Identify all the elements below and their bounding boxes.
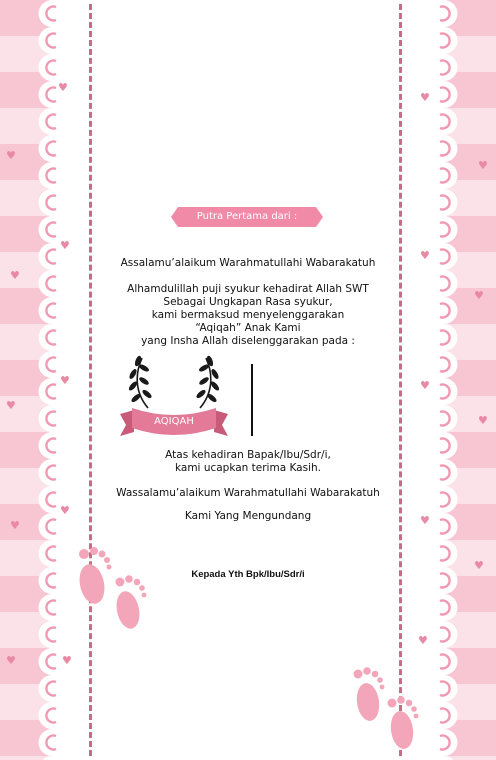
banner-label: Putra Pertama dari : [178, 207, 316, 227]
heart-icon: ♥ [10, 269, 20, 282]
heart-icon: ♥ [6, 654, 16, 667]
footprints-icon [72, 540, 154, 636]
intro-line-5: yang Insha Allah diselenggarakan pada : [141, 335, 355, 347]
thanks-line-2: kami ucapkan terima Kasih. [175, 462, 321, 474]
footprints-icon [346, 660, 426, 756]
intro-line-4: “Aqiqah” Anak Kami [195, 322, 301, 334]
recipient-label: Kepada Yth Bpk/Ibu/Sdr/i [191, 569, 305, 580]
intro-line-1: Alhamdulillah puji syukur kehadirat Allah SWT [127, 283, 369, 295]
heart-icon: ♥ [420, 514, 430, 527]
right-dashed-line [399, 4, 402, 756]
intro-line-2: Sebagai Ungkapan Rasa syukur, [163, 296, 333, 308]
heart-icon: ♥ [60, 374, 70, 387]
left-branch-icon [128, 356, 152, 408]
right-branch-icon [196, 356, 220, 408]
heart-icon: ♥ [478, 414, 488, 427]
left-dashed-line [89, 4, 92, 756]
thanks-line-1: Atas kehadiran Bapak/Ibu/Sdr/i, [165, 449, 331, 461]
heart-icon: ♥ [58, 81, 68, 94]
greeting-text: Assalamu’alaikum Warahmatullahi Wabarakatuh [120, 257, 376, 269]
heart-icon: ♥ [474, 289, 484, 302]
heart-icon: ♥ [474, 559, 484, 572]
ribbon-text: AQIQAH [154, 416, 194, 427]
heart-icon: ♥ [420, 249, 430, 262]
heart-icon: ♥ [6, 399, 16, 412]
heart-icon: ♥ [6, 149, 16, 162]
heart-icon: ♥ [10, 519, 20, 532]
heart-icon: ♥ [418, 634, 428, 647]
heart-icon: ♥ [420, 379, 430, 392]
heart-icon: ♥ [60, 504, 70, 517]
invitation-panel [52, 0, 444, 760]
intro-line-3: kami bermaksud menyelenggarakan [151, 309, 345, 321]
signature-text: Kami Yang Mengundang [184, 510, 312, 522]
right-lace-border [426, 0, 462, 760]
heart-icon: ♥ [420, 91, 430, 104]
heart-icon: ♥ [62, 654, 72, 667]
closing-text: Wassalamu’alaikum Warahmatullahi Wabarakatuh [116, 487, 380, 499]
aqiqah-emblem [116, 352, 232, 440]
heart-icon: ♥ [60, 239, 70, 252]
heart-icon: ♥ [478, 159, 488, 172]
divider-line [251, 364, 253, 436]
